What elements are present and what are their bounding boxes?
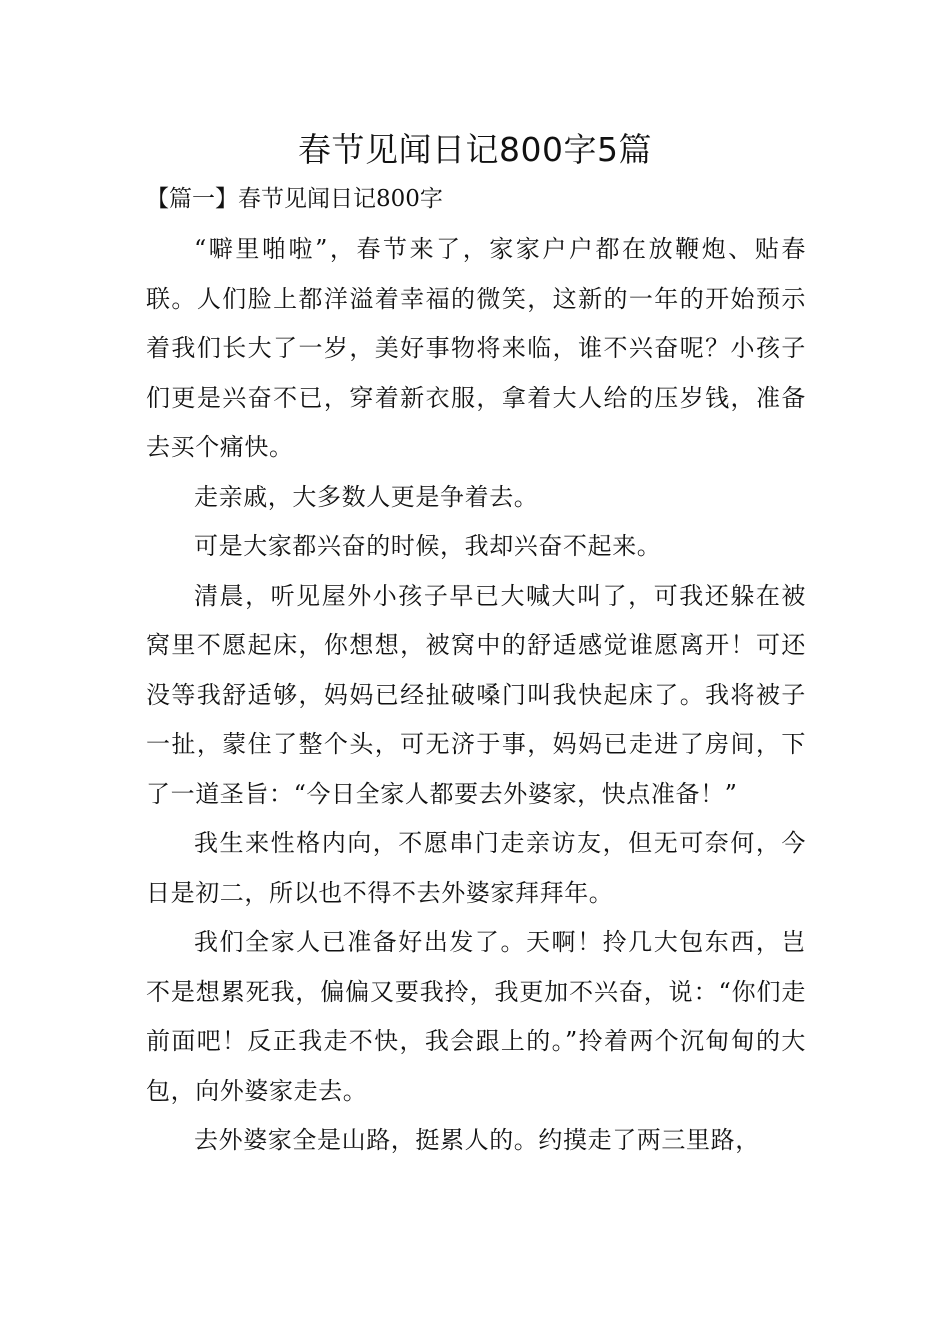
document-body: [146, 225, 806, 1166]
paragraph: 清晨，听见屋外小孩子早已大喊大叫了，可我还躲在被窝里不愿起床，你想想，被窝中的舒适感觉谁愿离开！可还没等我舒适够，妈妈已经扯破嗓门叫我快起床了。我将被子一扯，蒙住了整个头，可无济于事，妈妈已走进了房间，下了一道圣旨：“今日全家人都要去外婆家，快点准备！”: [146, 581, 806, 808]
paragraph: 我生来性格内向，不愿串门走亲访友，但无可奈何，今日是初二，所以也不得不去外婆家拜拜年。: [146, 829, 806, 907]
document-title: 春节见闻日记800字5篇: [298, 130, 652, 169]
paragraph: “噼里啪啦”，春节来了，家家户户都在放鞭炮、贴春联。人们脸上都洋溢着幸福的微笑，这新的一年的开始预示着我们长大了一岁，美好事物将来临，谁不兴奋呢？小孩子们更是兴奋不已，穿着新衣服，拿着大人给的压岁钱，准备去买个痛快。: [146, 235, 806, 461]
section-heading: 【篇一】春节见闻日记800字: [146, 186, 443, 212]
paragraph: 我们全家人已准备好出发了。天啊！拎几大包东西，岂不是想累死我，偏偏又要我拎，我更加不兴奋，说：“你们走前面吧！反正我走不快，我会跟上的。”拎着两个沉甸甸的大包，向外婆家走去。: [146, 928, 806, 1105]
paragraph: 可是大家都兴奋的时候，我却兴奋不起来。: [194, 532, 662, 560]
paragraph: 去外婆家全是山路，挺累人的。约摸走了两三里路，: [194, 1126, 760, 1154]
paragraph: 走亲戚，大多数人更是争着去。: [194, 482, 539, 511]
